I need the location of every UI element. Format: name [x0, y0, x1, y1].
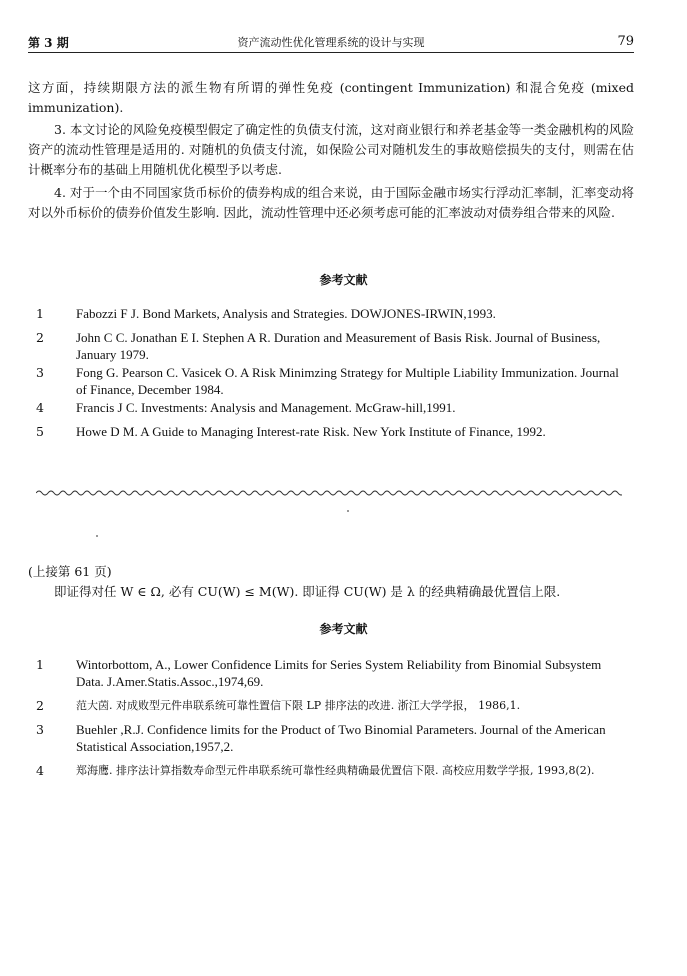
- reference-number: 3: [36, 722, 44, 737]
- reference-text: 范大茵. 对成败型元件串联系统可靠性置信下限 LP 排序法的改进. 浙江大学学报， 1986,1.: [76, 699, 521, 712]
- scan-speck: [96, 535, 98, 537]
- reference-number: 5: [36, 424, 44, 439]
- reference-item: [36, 762, 622, 779]
- reference-number: 3: [36, 365, 44, 380]
- reference-text: Wintorbottom, A., Lower Confidence Limits for Series System Reliability from Binomial Subsystem Data. J.Amer.Statis.Assoc.,1974,69.: [76, 657, 602, 689]
- references-heading-2: 参考文献: [319, 622, 368, 636]
- reference-number: 4: [36, 400, 44, 415]
- reference-text: Buehler ,R.J. Confidence limits for the Product of Two Binomial Parameters. Journal of the American Statistical Association,1957,2.: [76, 722, 606, 754]
- reference-text: Fong G. Pearson C. Vasicek O. A Risk Minimzing Strategy for Multiple Liability Immunization. Journal of Finance, December 1984.: [76, 365, 619, 397]
- reference-number: 1: [36, 306, 44, 321]
- reference-number: 1: [36, 657, 44, 672]
- body-paragraph-1: 这方面，持续期限方法的派生物有所谓的弹性免疫 (contingent Immunization) 和混合免疫 (mixed immunization).: [28, 80, 634, 115]
- reference-text: Fabozzi F J. Bond Markets, Analysis and Strategies. DOWJONES-IRWIN,1993.: [76, 306, 496, 321]
- page-number: 79: [617, 34, 634, 49]
- page-header: [28, 34, 634, 53]
- reference-item: [36, 697, 622, 714]
- reference-number: 4: [36, 763, 44, 778]
- reference-text: Howe D M. A Guide to Managing Interest-rate Risk. New York Institute of Finance, 1992.: [76, 424, 546, 439]
- reference-item: [36, 423, 622, 440]
- reference-item: [36, 721, 622, 755]
- reference-item: [36, 364, 622, 398]
- body-paragraph-3: 4. 对于一个由不同国家货币标价的债券构成的组合来说，由于国际金融市场实行浮动汇率制，汇率变动将对以外币标价的债券价值发生影响. 因此，流动性管理中还必须考虑可能的汇率波动对债券组合带来的风险.: [28, 185, 634, 220]
- wavy-divider: [36, 487, 622, 499]
- issue-number: 第 3 期: [28, 36, 69, 50]
- reference-number: 2: [36, 330, 44, 345]
- body-paragraph-2: 3. 本文讨论的风险免疫模型假定了确定性的负债支付流，这对商业银行和养老基金等一类金融机构的风险资产的流动性管理是适用的. 对随机的负债支付流，如保险公司对随机发生的事故赔偿损失的支付，则需在估计概率分布的基础上用随机优化模型予以考虑.: [28, 122, 634, 177]
- reference-item: [36, 329, 622, 363]
- reference-number: 2: [36, 698, 44, 713]
- reference-text: Francis J C. Investments: Analysis and Management. McGraw-hill,1991.: [76, 400, 456, 415]
- reference-text: John C C. Jonathan E I. Stephen A R. Duration and Measurement of Basis Risk. Journal of Business, January 1979.: [76, 330, 601, 362]
- scan-speck: [347, 510, 349, 512]
- reference-text: 郑海鹰. 排序法计算指数寿命型元件串联系统可靠性经典精确最优置信下限. 高校应用数学学报, 1993,8(2).: [76, 764, 595, 777]
- reference-list-1: [36, 305, 622, 447]
- reference-item: [36, 656, 622, 690]
- references-heading: 参考文献: [319, 273, 368, 287]
- running-title: 资产流动性优化管理系统的设计与实现: [237, 36, 425, 49]
- continuation-label: (上接第 61 页): [28, 564, 112, 579]
- reference-item: [36, 305, 622, 322]
- continuation-text: 即证得对任 W ∈ Ω, 必有 CU(W) ≤ M(W). 即证得 CU(W) 是 λ 的经典精确最优置信上限.: [54, 584, 561, 599]
- reference-item: [36, 399, 622, 416]
- reference-list-2: [36, 656, 622, 786]
